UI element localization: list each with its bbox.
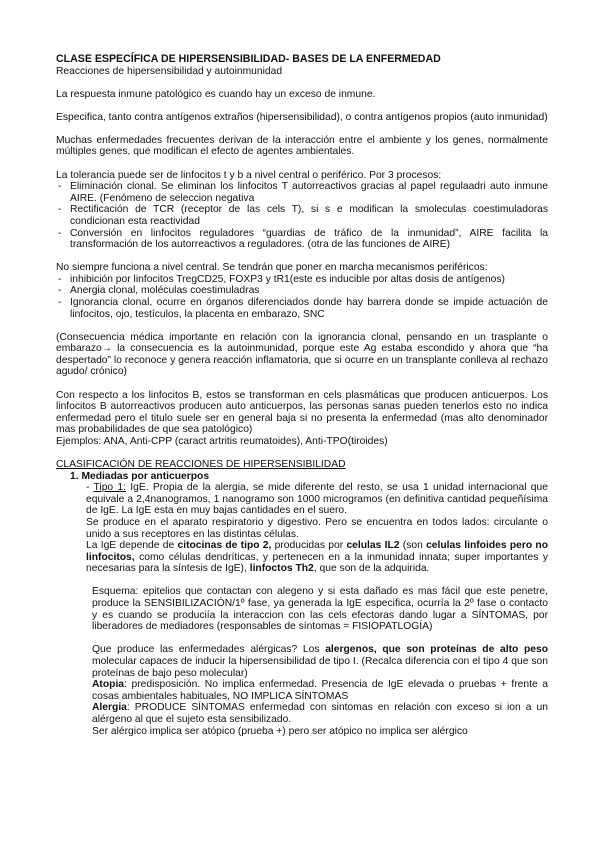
allergy-block xyxy=(56,586,548,737)
dash: - xyxy=(86,482,94,494)
paragraph xyxy=(86,540,548,575)
paragraph: La tolerancia puede ser de linfocitos t y b a nivel central o periférico. Por 3 procesos: xyxy=(56,169,442,181)
list-item: - inhibición por linfocitos TregCD25, FOXP3 y tR1(este es inducible por altas dosis de antígenos) xyxy=(56,274,548,286)
text-run: producidas por xyxy=(271,540,347,552)
document-title: CLASE ESPECÍFICA DE HIPERSENSIBILIDAD- BASES DE LA ENFERMEDAD xyxy=(56,53,441,65)
bold-run: celulas linfoides pero no linfocitos, xyxy=(86,540,548,563)
type1-block xyxy=(56,482,548,575)
peripheral-list xyxy=(56,274,548,320)
text-run: : predisposición. No implica enfermedad. Presencia de IgE elevada o pruebas + frente a cosas ambientales habituales, NO IMPLICA SÍNTOMAS xyxy=(92,679,548,702)
text-run: : PRODUCE SÍNTOMAS enfermedad con sintomas en relación con exceso si ion a un alérgeno al que el sujeto esta sensibilizado. xyxy=(92,702,548,725)
paragraph: Ser alérgico implica ser atópico (prueba +) pero ser atópico no implica ser alérgico xyxy=(92,725,468,737)
text-run: (son xyxy=(399,540,427,552)
tolerance-list xyxy=(56,181,548,251)
paragraph xyxy=(92,702,548,725)
bold-run: alergenos, que son proteínas de alto peso xyxy=(325,644,548,656)
bold-run: citocinas de tipo 2, xyxy=(177,540,272,552)
type1-text: IgE. Propia de la alergia, se mide diferente del resto, se usa 1 unidad internacional que equivale a 2,4nanogramos, 1 nanogramo son 1000 microgramos (en definitiva cantidad pequeñísima de IgE. La IgE esta en muy bajas cantidades en el suero. xyxy=(86,482,548,517)
bold-run: linfoctos Th2 xyxy=(249,563,314,575)
paragraph: Muchas enfermedades frecuentes derivan de la interacción entre el ambiente y los genes, normalmente múltiples genes, que modifican el efecto de agentes ambientales. xyxy=(56,134,548,158)
text-run: molecular capaces de inducir la hipersensibilidad de tipo I. (Recalca diferencia con el tipo 4 que son proteínas de bajo peso molecular) xyxy=(92,655,548,679)
paragraph: (Consecuencia médica importante en relación con la ignorancia clonal, pensando en un trasplante o embarazo→ la consecuencia es la autoinmunidad, porque este Ag estaba escondido y ahora que “ha despertado” lo reconoce y genera reacción inflamatoria, que si ocurre en un transplante conlleva al rechazo agudo/ crónico) xyxy=(56,331,548,378)
text-run: La IgE depende de xyxy=(86,540,178,552)
paragraph: Esquema: epitelios que contactan con alegeno y si esta dañado es mas fácil que este penetre, produce la SENSIBILIZACIÓN/1º fase, ya generada la IgE especifica, ocurría la 2º fase o contacto y es cuando se produciía la interaccion con las cels efectoras dando lugar a SÍNTOMAS, por liberadores de mediadores (responsables de síntomas = FISIOPATLOGÍA) xyxy=(92,586,548,633)
document-page xyxy=(56,54,548,737)
atopia-label: Atopia xyxy=(92,679,125,691)
paragraph: Se produce en el aparato respiratorio y digestivo. Pero se encuentra en todos lados: circulante o unido a sus receptores en las distintas células. xyxy=(86,517,548,540)
list-item: - Anergia clonal, moléculas coestimuladras xyxy=(56,285,548,297)
bold-run: celulas IL2 xyxy=(346,540,400,552)
list-item: - Conversión en linfocitos reguladores “guardias de tráfico de la inmunidad”, AIRE facilita la transformación de los autorreactivos a reguladores. (otra de las funciones de AIRE) xyxy=(56,228,548,251)
document-subtitle: Reacciones de hipersensibilidad y autoinmunidad xyxy=(56,65,283,77)
text-run: Que produce las enfermedades alérgicas? Los xyxy=(92,644,326,656)
list-item: - Eliminación clonal. Se eliminan los linfocitos T autorreactivos gracias al papel regulaadri auto inmune AIRE. (Fenómeno de seleccion negativa xyxy=(56,181,548,204)
paragraph: No siempre funciona a nivel central. Se tendrán que poner en marcha mecanismos periféricos: xyxy=(56,262,488,274)
alergia-label: Alergia xyxy=(92,702,127,714)
text-run: como células dendríticas, y pertenecen en a la inmunidad innata; super importantes y necesarias para la síntesis de IgE), xyxy=(86,551,548,575)
list-item: - Rectificación de TCR (receptor de las cels T), si s e modifican la smoleculas coestimuladoras condicionan esta reactividad xyxy=(56,204,548,227)
type1-label: Tipo 1: xyxy=(93,482,127,494)
paragraph xyxy=(92,644,548,679)
paragraph: La respuesta inmune patológico es cuando hay un exceso de inmune. xyxy=(56,88,376,100)
paragraph: Con respecto a los linfocitos B, estos se transforman en cels plasmáticas que producen anticuerpos. Los linfocitos B autorreactivos producen auto anticuerpos, las personas sanas pueden tenerlos esto no indica enfermedad pero el titulo suele ser en general baja si no presenta la enfermedad (mas alto denominador mas probabilidades de que sea patológico) xyxy=(56,389,548,436)
paragraph: Especifica, tanto contra antígenos extraños (hipersensibilidad), o contra antígenos propios (auto inmunidad) xyxy=(56,111,548,123)
section-heading: CLASIFICACIÓN DE REACCIONES DE HIPERSENSIBILIDAD xyxy=(56,459,346,471)
paragraph xyxy=(92,679,548,702)
paragraph xyxy=(86,482,548,517)
list-item: - Ignorancia clonal, ocurre en órganos diferenciados donde hay barrera donde se impide actuación de linfocitos, ojo, testículos, la placenta en embarazo, SNC xyxy=(56,297,548,320)
text-run: , que son de la adquirida. xyxy=(313,563,430,575)
paragraph: Ejemplos: ANA, Anti-CPP (caract artritis reumatoides), Anti-TPO(tiroides) xyxy=(56,435,388,447)
subsection-heading: 1. Mediadas por anticuerpos xyxy=(70,470,210,482)
